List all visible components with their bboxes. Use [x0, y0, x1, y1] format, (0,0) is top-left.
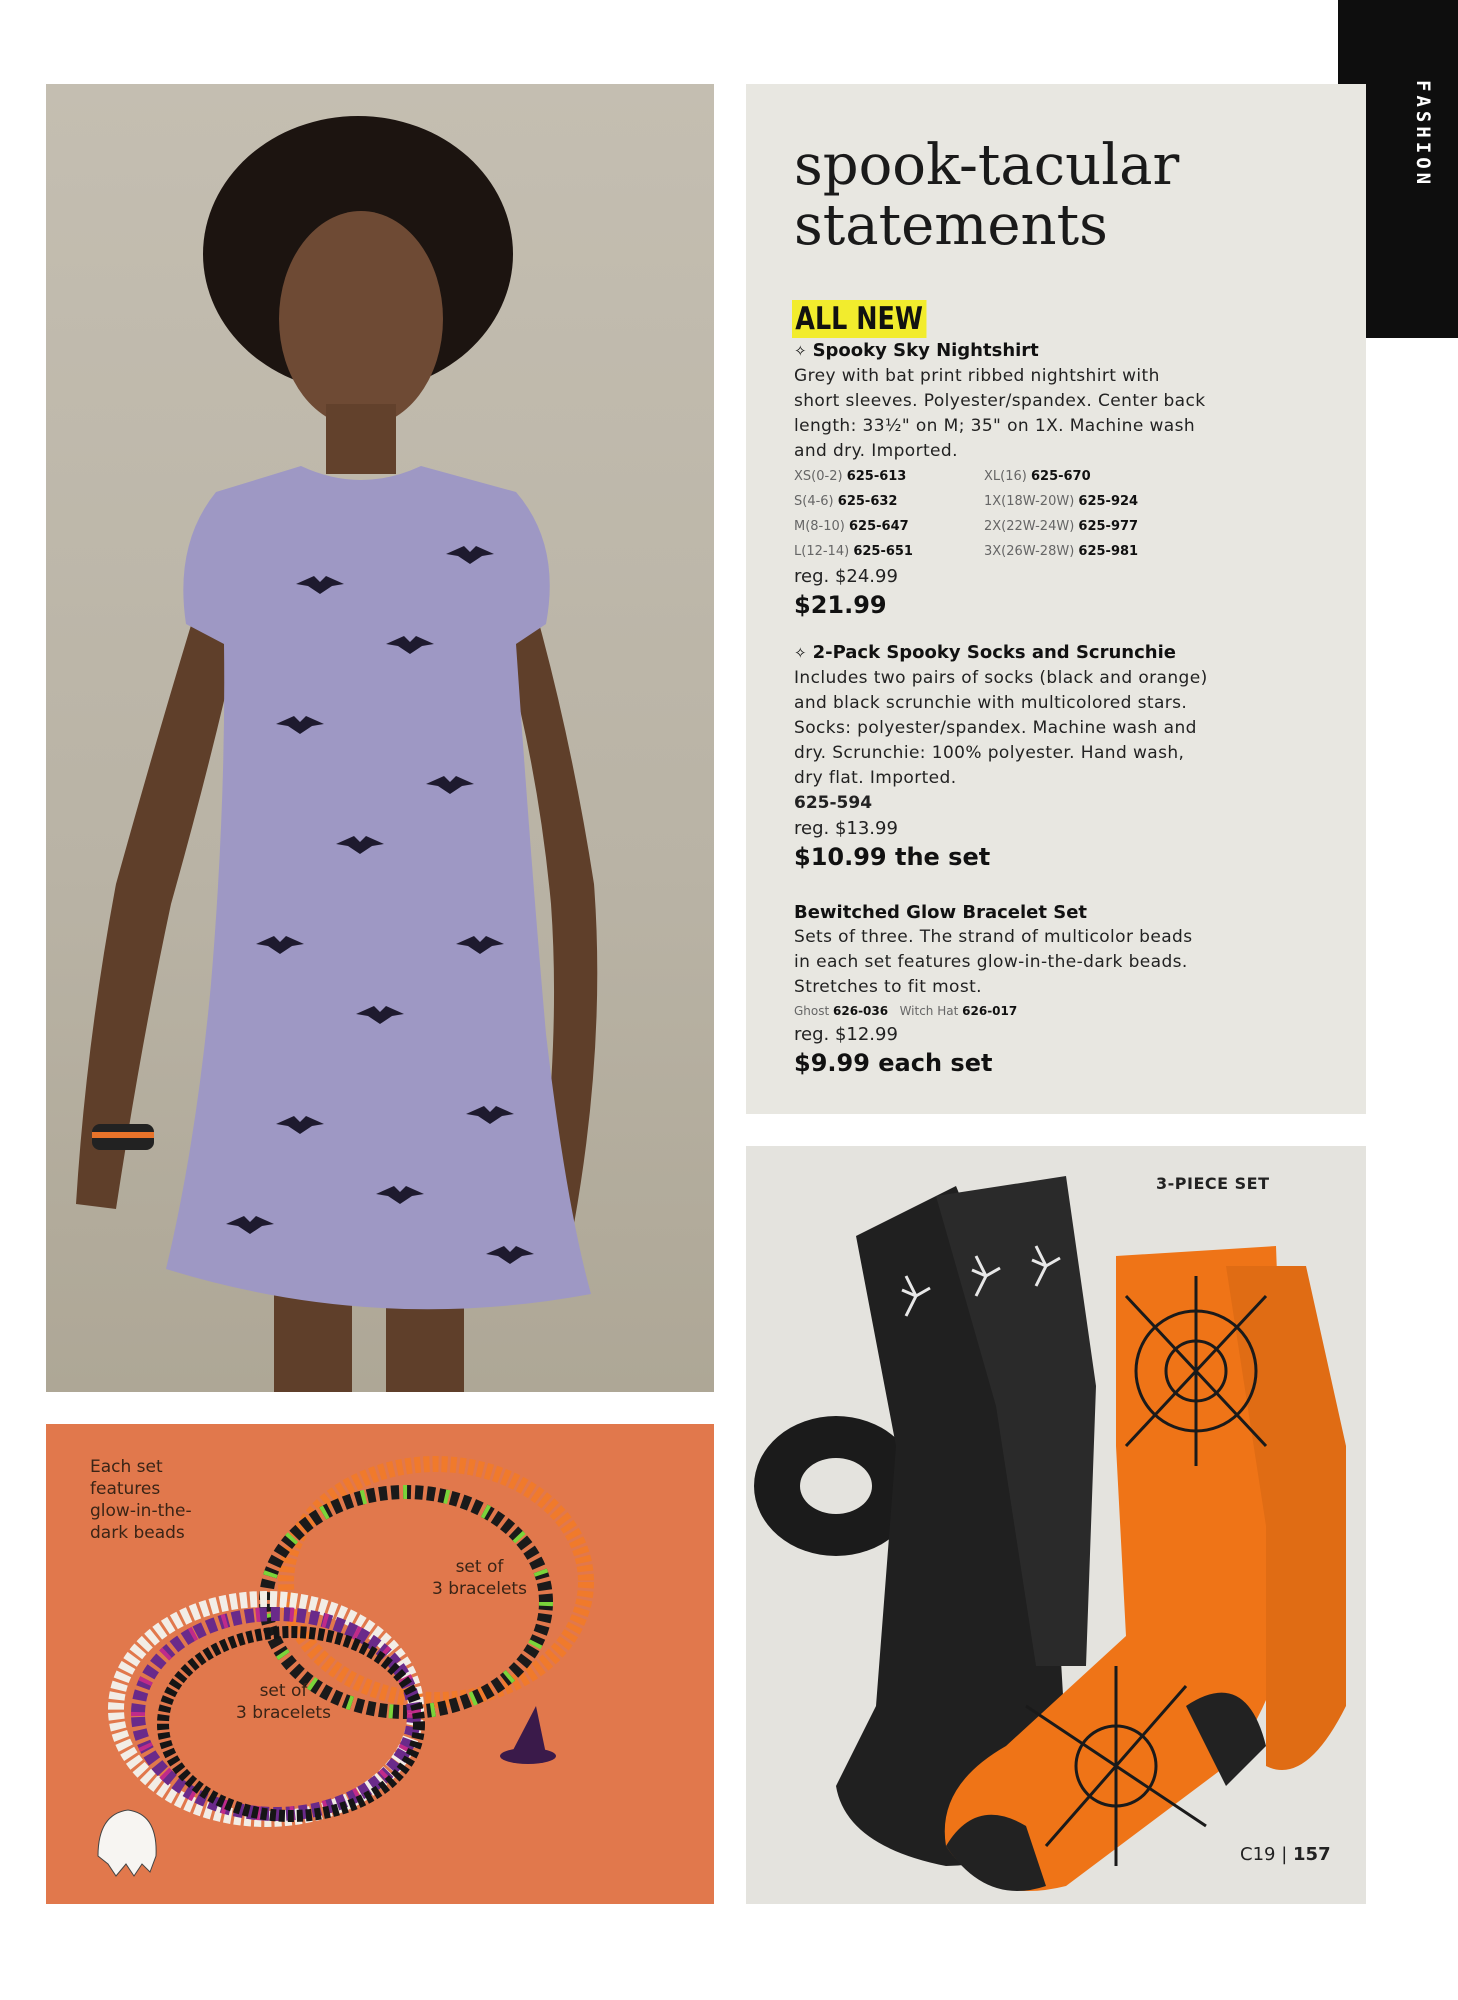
socks-sale-price: $10.99 the set: [794, 843, 991, 871]
bracelet-desc-2: in each set features glow-in-the-dark beads.: [794, 952, 1188, 972]
nightshirt-title-text: Spooky Sky Nightshirt: [812, 340, 1039, 361]
bracelet-copy: [794, 900, 1334, 1079]
bracelet-desc-3: Stretches to fit most.: [794, 977, 982, 997]
socks-copy: [794, 640, 1334, 873]
set-b-line: 3 bracelets: [236, 1703, 331, 1723]
nightshirt-reg-price: reg. $24.99: [794, 566, 898, 587]
glow-callout: [90, 1456, 192, 1544]
catalog-code: C19: [1240, 1844, 1276, 1865]
sku-cell: 3X(26W-28W) 625-981: [984, 544, 1139, 559]
set-b-line: set of: [259, 1681, 308, 1701]
page-number: 157: [1293, 1844, 1331, 1865]
diamond-bullet-icon: ✧: [794, 644, 807, 662]
socks-desc-1: Includes two pairs of socks (black and orange): [794, 668, 1208, 688]
glow-callout-line: glow-in-the-: [90, 1501, 192, 1521]
sku-cell: M(8-10) 625-647: [794, 519, 909, 534]
socks-reg-price: reg. $13.99: [794, 818, 898, 839]
bracelet-reg-price: reg. $12.99: [794, 1024, 898, 1045]
bracelet-title: Bewitched Glow Bracelet Set: [794, 902, 1088, 923]
page-folio: [1240, 1844, 1331, 1865]
nightshirt-desc-1: Grey with bat print ribbed nightshirt with: [794, 366, 1160, 386]
glow-callout-line: dark beads: [90, 1523, 185, 1543]
sku-cell: XS(0-2) 625-613: [794, 469, 907, 484]
sku-cell: XL(16) 625-670: [984, 469, 1091, 484]
model-nightshirt-photo: [46, 84, 714, 1392]
three-piece-set-label: 3-PIECE SET: [1156, 1174, 1270, 1193]
nightshirt-desc-4: and dry. Imported.: [794, 441, 958, 461]
glow-callout-line: Each set: [90, 1457, 163, 1477]
nightshirt-sku-grid: [794, 464, 1334, 564]
folio-separator: |: [1281, 1844, 1288, 1865]
nightshirt-copy: [794, 338, 1334, 621]
sku-cell: 2X(22W-24W) 625-977: [984, 519, 1139, 534]
nightshirt-desc-2: short sleeves. Polyester/spandex. Center back: [794, 391, 1206, 411]
socks-desc-5: dry flat. Imported.: [794, 768, 957, 788]
socks-desc-3: Socks: polyester/spandex. Machine wash and: [794, 718, 1197, 738]
set-b-callout: [236, 1680, 331, 1724]
socks-title-text: 2-Pack Spooky Socks and Scrunchie: [812, 642, 1176, 663]
sku-cell: L(12-14) 625-651: [794, 544, 913, 559]
socks-desc-4: dry. Scrunchie: 100% polyester. Hand wash,: [794, 743, 1185, 763]
all-new-badge: ALL NEW: [792, 300, 926, 338]
bracelet-skus: Ghost 626-036 Witch Hat 626-017: [794, 1004, 1018, 1018]
bracelet-sale-price: $9.99 each set: [794, 1049, 993, 1077]
sku-cell: 1X(18W-20W) 625-924: [984, 494, 1139, 509]
nightshirt-title: [794, 338, 1334, 364]
socks-illustration: [746, 1146, 1366, 1904]
headline-line-2: statements: [794, 193, 1108, 258]
model-illustration: [46, 84, 714, 1392]
nightshirt-sale-price: $21.99: [794, 591, 887, 619]
set-a-line: set of: [455, 1557, 504, 1577]
set-a-callout: [432, 1556, 527, 1600]
section-tab-label: FASHION: [1412, 80, 1434, 189]
socks-sku: 625-594: [794, 793, 873, 813]
headline-line-1: spook-tacular: [794, 133, 1180, 198]
set-a-line: 3 bracelets: [432, 1579, 527, 1599]
socks-photo: [746, 1146, 1366, 1904]
socks-desc-2: and black scrunchie with multicolored stars.: [794, 693, 1188, 713]
headline: [794, 133, 1314, 258]
socks-title: [794, 640, 1334, 666]
glow-callout-line: features: [90, 1479, 161, 1499]
sku-cell: S(4-6) 625-632: [794, 494, 898, 509]
diamond-bullet-icon: ✧: [794, 342, 807, 360]
nightshirt-desc-3: length: 33½" on M; 35" on 1X. Machine wash: [794, 416, 1196, 436]
bracelet-desc-1: Sets of three. The strand of multicolor beads: [794, 927, 1193, 947]
